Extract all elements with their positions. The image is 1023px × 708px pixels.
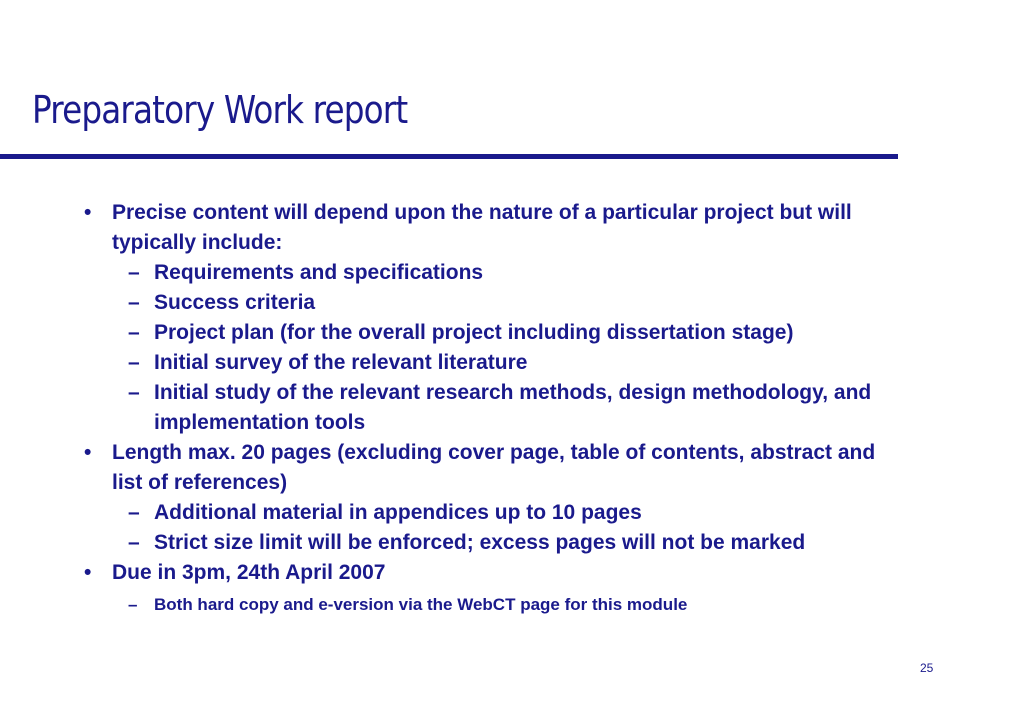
sub-bullet-text: Initial survey of the relevant literature — [154, 351, 528, 374]
bullet-text: Precise content will depend upon the nature of a particular project but will typically include: — [112, 201, 852, 254]
dash-marker: – — [128, 595, 138, 614]
sub-bullet-item — [84, 378, 904, 438]
dash-marker: – — [128, 261, 140, 284]
sub-bullet-text: Requirements and specifications — [154, 261, 484, 284]
sub-bullet-text: Success criteria — [154, 291, 316, 314]
dash-marker: – — [128, 501, 140, 524]
bullet-text: Due in 3pm, 24th April 2007 — [112, 561, 386, 584]
bullet-item — [84, 198, 904, 258]
slide-title: Preparatory Work report — [32, 88, 408, 132]
sub-bullet-item — [84, 258, 904, 288]
sub-bullet-text: Both hard copy and e-version via the WebCT page for this module — [154, 595, 688, 614]
bullet-text: Length max. 20 pages (excluding cover page, table of contents, abstract and list of references) — [112, 441, 876, 494]
bullet-marker: • — [84, 441, 92, 464]
title-underline — [0, 154, 898, 159]
sub-bullet-item — [84, 528, 904, 558]
dash-marker: – — [128, 291, 140, 314]
sub-bullet-text: Strict size limit will be enforced; excess pages will not be marked — [154, 531, 806, 554]
bullet-marker: • — [84, 201, 92, 224]
dash-marker: – — [128, 531, 140, 554]
dash-marker: – — [128, 351, 140, 374]
bullet-item — [84, 558, 904, 588]
sub-bullet-item — [84, 498, 904, 528]
bullet-item — [84, 438, 904, 498]
dash-marker: – — [128, 381, 140, 404]
sub-bullet-item — [84, 318, 904, 348]
slide-body — [84, 198, 904, 618]
sub-bullet-text: Project plan (for the overall project including dissertation stage) — [154, 321, 794, 344]
sub-bullet-item — [84, 592, 904, 618]
sub-bullet-item — [84, 288, 904, 318]
dash-marker: – — [128, 321, 140, 344]
sub-bullet-item — [84, 348, 904, 378]
bullet-marker: • — [84, 561, 92, 584]
sub-bullet-text: Additional material in appendices up to 10 pages — [154, 501, 642, 524]
page-number: 25 — [920, 661, 934, 675]
sub-bullet-text: Initial study of the relevant research methods, design methodology, and implementation tools — [154, 381, 872, 434]
